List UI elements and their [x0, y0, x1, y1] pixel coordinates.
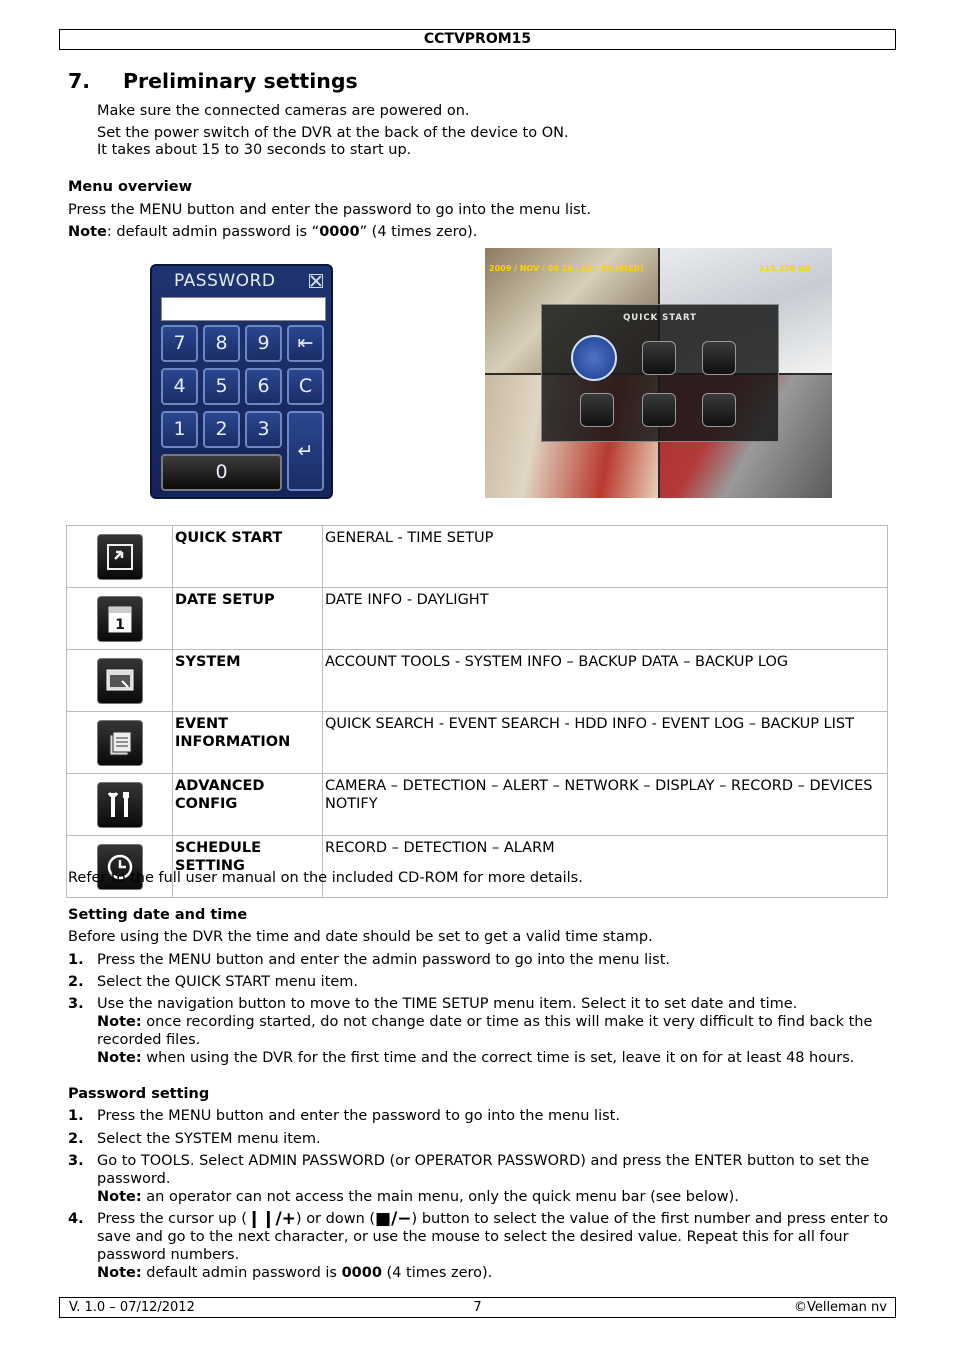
- list-number: 3.: [68, 996, 84, 1012]
- note-text: when using the DVR for the first time and the correct time is set, leave it on for at least 48 hours.: [141, 1050, 855, 1066]
- note-text-end: (4 times zero).: [381, 1265, 493, 1281]
- menu-overview-text: Press the MENU button and enter the password to go into the menu list.: [68, 202, 591, 218]
- menu-name: SCHEDULE SETTING: [173, 836, 323, 898]
- note-label: Note:: [97, 1014, 142, 1030]
- date-setup-icon: [97, 596, 143, 642]
- section-title-text: Preliminary settings: [123, 69, 358, 93]
- event-information-icon: [97, 720, 143, 766]
- list-number: 1.: [68, 1108, 84, 1124]
- note-label: Note:: [97, 1265, 142, 1281]
- list-number: 4.: [68, 1211, 84, 1227]
- key-clear: C: [287, 368, 324, 405]
- menu-desc: DATE INFO - DAYLIGHT: [323, 588, 888, 650]
- key-6: 6: [245, 368, 282, 405]
- osd-disk-space: 115.276 GB: [759, 264, 811, 273]
- menu-name: ADVANCED CONFIG: [173, 774, 323, 836]
- quick-start-screen-figure: [485, 248, 832, 498]
- key-4: 4: [161, 368, 198, 405]
- menu-desc: GENERAL - TIME SETUP: [323, 526, 888, 588]
- menu-name: QUICK START: [173, 526, 323, 588]
- step-text: Go to TOOLS. Select ADMIN PASSWORD (or OPERATOR PASSWORD) and press the ENTER button to set the password.: [97, 1153, 870, 1187]
- key-5: 5: [203, 368, 240, 405]
- system-icon: [702, 341, 736, 375]
- key-3: 3: [245, 411, 282, 448]
- intro-line-1: Make sure the connected cameras are powered on.: [97, 103, 470, 119]
- note-text: once recording started, do not change date or time as this will make it very difficult to find back the recorded files.: [97, 1014, 873, 1048]
- key-1: 1: [161, 411, 198, 448]
- advanced-config-icon: [642, 393, 676, 427]
- list-number: 2.: [68, 974, 84, 990]
- stop-minus-icon: ■/−: [375, 1209, 412, 1229]
- note-label: Note:: [97, 1050, 142, 1066]
- key-0: 0: [161, 454, 282, 491]
- default-password: 0000: [319, 224, 360, 240]
- quick-start-panel: [541, 304, 779, 442]
- system-icon: [97, 658, 143, 704]
- keypad-title: PASSWORD: [174, 271, 276, 291]
- intro-line-2: Set the power switch of the DVR at the back of the device to ON.: [97, 125, 569, 141]
- key-8: 8: [203, 325, 240, 362]
- list-number: 2.: [68, 1131, 84, 1147]
- quick-start-icon: [97, 534, 143, 580]
- list-text: [97, 1152, 897, 1206]
- list-text: Press the MENU button and enter the admin password to go into the menu list.: [97, 952, 671, 968]
- list-number: 3.: [68, 1153, 84, 1169]
- list-text: [97, 1210, 897, 1282]
- list-text: Select the QUICK START menu item.: [97, 974, 359, 990]
- event-information-icon: [580, 393, 614, 427]
- page-header: [59, 29, 896, 50]
- menu-name: EVENT INFORMATION: [173, 712, 323, 774]
- note-text-end: ” (4 times zero).: [359, 224, 478, 240]
- page-footer: [59, 1297, 896, 1318]
- list-text: [97, 995, 897, 1067]
- key-2: 2: [203, 411, 240, 448]
- password-field: [161, 297, 326, 321]
- section-title: [68, 68, 358, 94]
- step-text: ) button to select the value of the first number and press enter to save and go to the next character, or use the mouse to select the desired value. Repeat this for all four password numbers.: [97, 1211, 889, 1263]
- menu-desc: QUICK SEARCH - EVENT SEARCH - HDD INFO - EVENT LOG – BACKUP LIST: [323, 712, 888, 774]
- note-label: Note:: [97, 1189, 142, 1205]
- note-text: an operator can not access the main menu, only the quick menu bar (see below).: [141, 1189, 739, 1205]
- close-icon: [309, 274, 323, 288]
- backspace-icon: ⇤: [287, 325, 324, 362]
- footer-version: V. 1.0 – 07/12/2012: [69, 1300, 195, 1315]
- step-text: Use the navigation button to move to the TIME SETUP menu item. Select it to set date and time.: [97, 996, 798, 1012]
- step-text: Press the cursor up (: [97, 1211, 247, 1227]
- date-time-intro: Before using the DVR the time and date should be set to get a valid time stamp.: [68, 929, 653, 945]
- note-label: Note: [68, 224, 107, 240]
- password-keypad-figure: [150, 264, 333, 499]
- password-heading: Password setting: [68, 1086, 210, 1102]
- menu-desc: RECORD – DETECTION – ALARM: [323, 836, 888, 898]
- footer-copyright: ©Velleman nv: [793, 1300, 887, 1315]
- menu-table: [66, 525, 888, 898]
- date-setup-icon: [642, 341, 676, 375]
- advanced-config-icon: [97, 782, 143, 828]
- default-password: 0000: [341, 1265, 382, 1281]
- list-number: 1.: [68, 952, 84, 968]
- menu-name: DATE SETUP: [173, 588, 323, 650]
- list-text: Select the SYSTEM menu item.: [97, 1131, 321, 1147]
- footer-page-number: 7: [473, 1300, 482, 1315]
- menu-desc: CAMERA – DETECTION – ALERT – NETWORK – DISPLAY – RECORD – DEVICES NOTIFY: [323, 774, 888, 836]
- step-text: ) or down (: [295, 1211, 376, 1227]
- section-number: 7.: [68, 69, 91, 93]
- quick-start-panel-title: QUICK START: [623, 313, 697, 323]
- table-row: [67, 836, 888, 898]
- table-row: [67, 712, 888, 774]
- enter-icon: ↵: [287, 411, 324, 491]
- intro-line-3: It takes about 15 to 30 seconds to start up.: [97, 142, 412, 158]
- svg-text:1: 1: [114, 616, 125, 633]
- pause-plus-icon: ❙❙/+: [246, 1209, 296, 1229]
- menu-overview-heading: Menu overview: [68, 179, 193, 195]
- menu-name: SYSTEM: [173, 650, 323, 712]
- key-7: 7: [161, 325, 198, 362]
- note-text: : default admin password is “: [106, 224, 320, 240]
- schedule-setting-icon: [702, 393, 736, 427]
- key-9: 9: [245, 325, 282, 362]
- doc-id: CCTVPROM15: [423, 31, 532, 47]
- note-text: default admin password is: [141, 1265, 342, 1281]
- list-text: Press the MENU button and enter the password to go into the menu list.: [97, 1108, 620, 1124]
- table-row: [67, 774, 888, 836]
- menu-overview-note: [68, 223, 477, 241]
- refer-text: Refer to the full user manual on the included CD-ROM for more details.: [68, 870, 583, 886]
- table-row: [67, 588, 888, 650]
- date-time-heading: Setting date and time: [68, 907, 248, 923]
- osd-datetime: 2009 / NOV / 04 16 : 53 : 03 (WED): [489, 264, 644, 273]
- table-row: [67, 526, 888, 588]
- table-row: [67, 650, 888, 712]
- menu-desc: ACCOUNT TOOLS - SYSTEM INFO – BACKUP DATA – BACKUP LOG: [323, 650, 888, 712]
- quick-start-icon: [571, 335, 617, 381]
